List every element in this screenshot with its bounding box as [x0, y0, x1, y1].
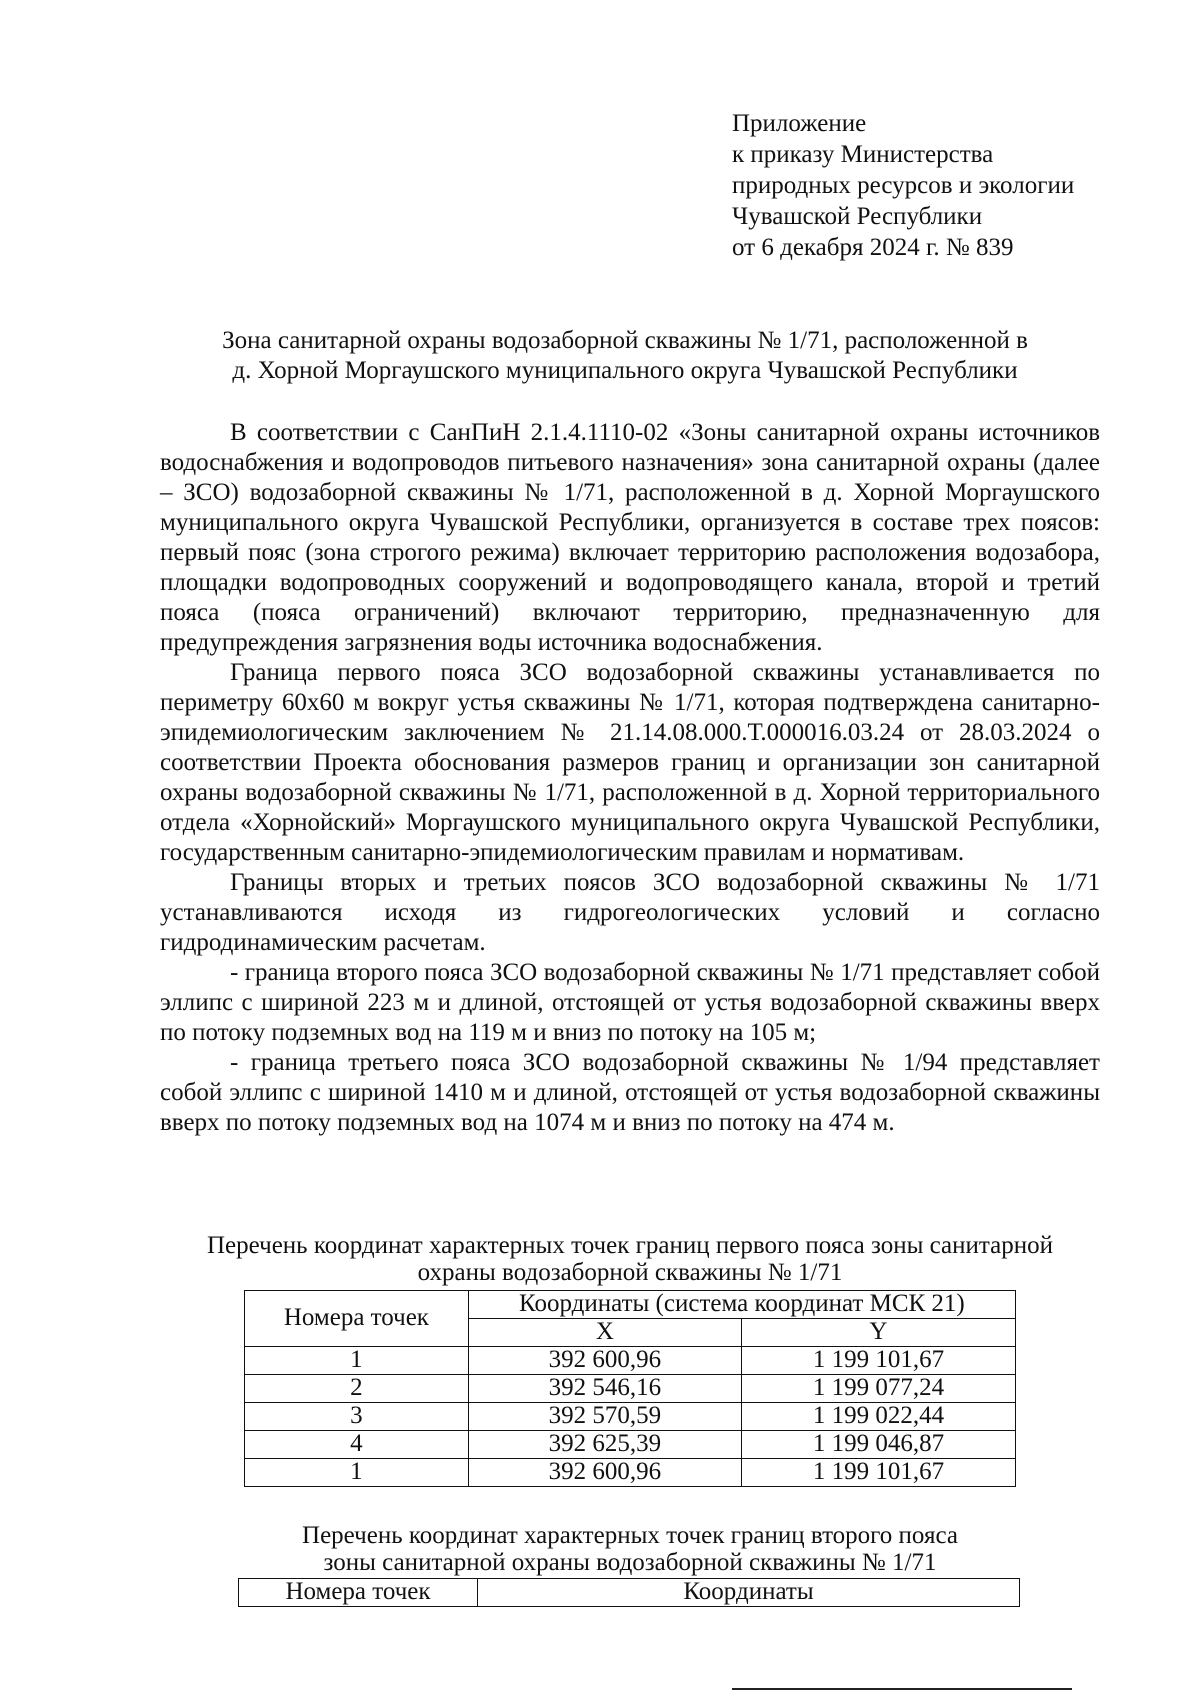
appendix-line: к приказу Министерства: [732, 141, 994, 168]
appendix-line: природных ресурсов и экологии: [732, 172, 1075, 199]
cell-x: 392 600,96: [468, 1347, 741, 1375]
paragraph: Граница первого пояса ЗСО водозаборной скважины устанавливается по периметру 60х60 м вокруг устья скважины № 1/71, которая подтверждена санитарно-эпидемиологическим заключением № 21.14.08.000.Т.000016.03.24 от 28.03.2024 о соответствии Проекта обоснования размеров границ и организации зон санитарной охраны водозаборной скважины № 1/71, расположенной в д. Хорной территориального отдела «Хорнойский» Моргаушского муниципального округа Чувашской Республики, государственным санитарно-эпидемиологическим правилам и нормативам.: [160, 659, 1100, 866]
appendix-line: Чувашской Республики: [732, 203, 983, 230]
cell-point-number: 1: [245, 1347, 469, 1375]
header-point-number: Номера точек: [239, 1579, 478, 1607]
cell-point-number: 2: [245, 1375, 469, 1403]
cell-point-number: 1: [245, 1459, 469, 1487]
document-title: [160, 326, 1090, 386]
header-coordinates: Координаты (система координат МСК 21): [468, 1291, 1015, 1319]
appendix-line: Приложение: [732, 110, 867, 137]
header-coordinates: Координаты: [478, 1579, 1020, 1607]
paragraph: Границы вторых и третьих поясов ЗСО водозаборной скважины № 1/71 устанавливаются исходя из гидрогеологических условий и согласно гидродинамическим расчетам.: [160, 869, 1100, 956]
table-row: [245, 1347, 1016, 1375]
body-text: [160, 418, 1100, 1138]
title-line: Зона санитарной охраны водозаборной скважины № 1/71, расположенной в: [222, 327, 1028, 354]
appendix-line: от 6 декабря 2024 г. № 839: [732, 234, 1014, 261]
cell-x: 392 625,39: [468, 1431, 741, 1459]
paragraph: - граница третьего пояса ЗСО водозаборной скважины № 1/94 представляет собой эллипс с шириной 1410 м и длиной, отстоящей от устья водозаборной скважины вверх по потоку подземных вод на 1074 м и вниз по потоку на 474 м.: [160, 1049, 1100, 1136]
table2-caption: [160, 1522, 1100, 1576]
caption-line: Перечень координат характерных точек границ второго пояса: [302, 1522, 958, 1549]
cell-y: 1 199 101,67: [741, 1347, 1015, 1375]
cell-y: 1 199 077,24: [741, 1375, 1015, 1403]
cell-x: 392 600,96: [468, 1459, 741, 1487]
cell-x: 392 546,16: [468, 1375, 741, 1403]
appendix-header: [732, 108, 1074, 263]
table-row: [245, 1459, 1016, 1487]
cell-y: 1 199 022,44: [741, 1403, 1015, 1431]
paragraph: В соответствии с СанПиН 2.1.4.1110-02 «Зоны санитарной охраны источников водоснабжения и водопроводов питьевого назначения» зона санитарной охраны (далее – ЗСО) водозаборной скважины № 1/71, расположенной в д. Хорной Моргаушского муниципального округа Чувашской Республики, организуется в составе трех поясов: первый пояс (зона строгого режима) включает территорию расположения водозабора, площадки водопроводных сооружений и водопроводящего канала, второй и третий пояса (пояса ограничений) включают территорию, предназначенную для предупреждения загрязнения воды источника водоснабжения.: [160, 419, 1100, 656]
table-header-row: [245, 1291, 1016, 1319]
header-y: Y: [741, 1319, 1015, 1347]
first-zone-coordinates-table: [244, 1290, 1016, 1487]
cell-y: 1 199 101,67: [741, 1459, 1015, 1487]
table1-caption: [160, 1232, 1100, 1286]
table-row: [245, 1431, 1016, 1459]
caption-line: охраны водозаборной скважины № 1/71: [417, 1259, 843, 1286]
table-row: [245, 1403, 1016, 1431]
second-zone-coordinates-table: [238, 1578, 1020, 1607]
caption-line: зоны санитарной охраны водозаборной скважины № 1/71: [323, 1549, 937, 1576]
cell-x: 392 570,59: [468, 1403, 741, 1431]
cell-y: 1 199 046,87: [741, 1431, 1015, 1459]
title-line: д. Хорной Моргаушского муниципального округа Чувашской Республики: [232, 357, 1018, 384]
header-point-number: Номера точек: [245, 1291, 469, 1347]
table-header-row: [239, 1579, 1020, 1607]
cell-point-number: 3: [245, 1403, 469, 1431]
table-row: [245, 1375, 1016, 1403]
page-bottom-rule: [732, 1688, 1072, 1690]
caption-line: Перечень координат характерных точек границ первого пояса зоны санитарной: [207, 1232, 1053, 1259]
cell-point-number: 4: [245, 1431, 469, 1459]
paragraph: - граница второго пояса ЗСО водозаборной скважины № 1/71 представляет собой эллипс с шириной 223 м и длиной, отстоящей от устья водозаборной скважины вверх по потоку подземных вод на 119 м и вниз по потоку на 105 м;: [160, 959, 1100, 1046]
header-x: X: [468, 1319, 741, 1347]
